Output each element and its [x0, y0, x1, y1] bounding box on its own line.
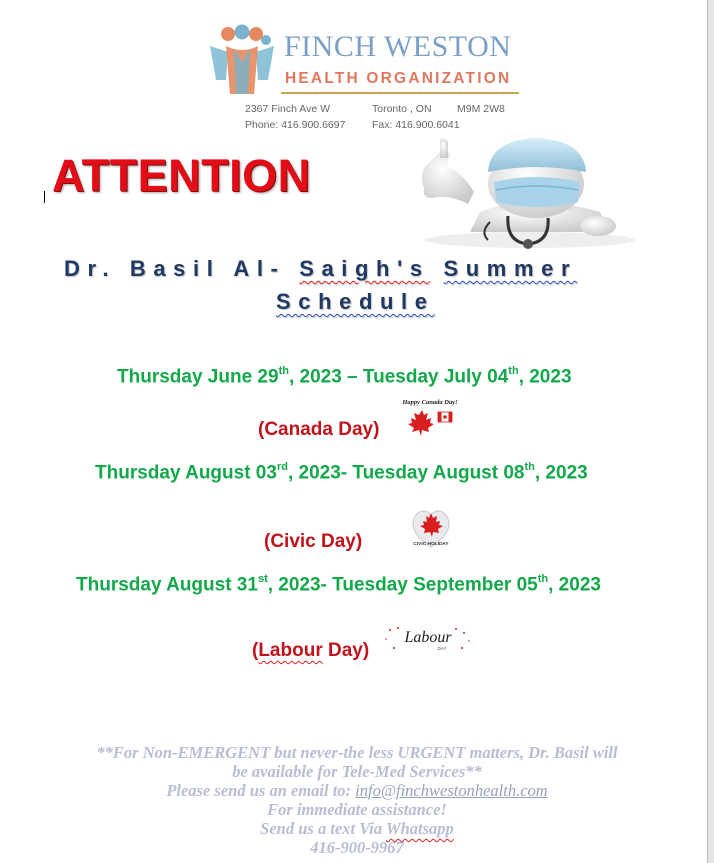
footer-line-1: **For Non-EMERGENT but never-the less URGENT matters, Dr. Basil will	[96, 743, 618, 762]
footer-line-5: Send us a text Via Whatsapp	[260, 819, 454, 838]
logo-underline	[281, 92, 519, 94]
phone-number: Phone: 416.900.6697	[245, 119, 346, 131]
email-link[interactable]: info@finchwestonhealth.com	[355, 781, 548, 800]
footer-line-3: Please send us an email to: info@finchwestonhealth.com	[166, 781, 548, 800]
footer-line-4: For immediate assistance!	[267, 800, 447, 819]
schedule-title-line2	[276, 289, 435, 315]
organization-name: FINCH WESTON	[284, 30, 512, 63]
schedule-range-3: Thursday August 31st, 2023- Tuesday September 05th, 2023	[76, 573, 601, 596]
canada-day-maple-icon	[400, 396, 460, 438]
footer-phone: 416-900-9967	[310, 838, 404, 857]
holiday-label-2: (Civic Day)	[264, 531, 363, 552]
schedule-title-line1	[64, 256, 704, 282]
title-part4: Schedule	[276, 289, 435, 314]
fax-number: Fax: 416.900.6041	[372, 119, 460, 131]
address-street: 2367 Finch Ave W	[245, 103, 331, 115]
address-city: Toronto , ON	[372, 103, 432, 115]
attention-heading: ATTENTION	[52, 150, 311, 201]
holiday-label-3: (Labour Day)	[252, 640, 370, 661]
schedule-range-1: Thursday June 29th, 2023 – Tuesday July 04th, 2023	[117, 365, 572, 388]
labour-day-icon-text: Labour	[404, 629, 452, 646]
doctor-figure-icon	[410, 132, 642, 250]
holiday-label-1: (Canada Day)	[258, 419, 380, 440]
organization-subtitle: HEALTH ORGANIZATION	[285, 70, 512, 87]
canada-day-icon-text: Happy Canada Day!	[402, 399, 458, 406]
text-cursor	[44, 191, 45, 203]
labour-day-icon-subtext: DAY	[437, 646, 447, 651]
organization-logo-icon	[208, 24, 276, 96]
civic-holiday-icon-text: CIVIC HOLIDAY	[413, 542, 449, 547]
whatsapp-word: Whatsapp	[385, 819, 454, 838]
title-part3: Summer	[443, 256, 578, 281]
address-postal: M9M 2W8	[457, 103, 505, 115]
schedule-range-2: Thursday August 03rd, 2023- Tuesday August 08th, 2023	[95, 461, 588, 484]
title-part1: Dr. Basil Al-	[64, 256, 300, 281]
page-edge	[708, 0, 714, 863]
title-part2: Saigh's	[299, 256, 430, 281]
footer-line-2: be available for Tele-Med Services**	[232, 762, 482, 781]
civic-holiday-heart-icon	[408, 505, 454, 551]
labour-day-icon	[384, 624, 472, 654]
